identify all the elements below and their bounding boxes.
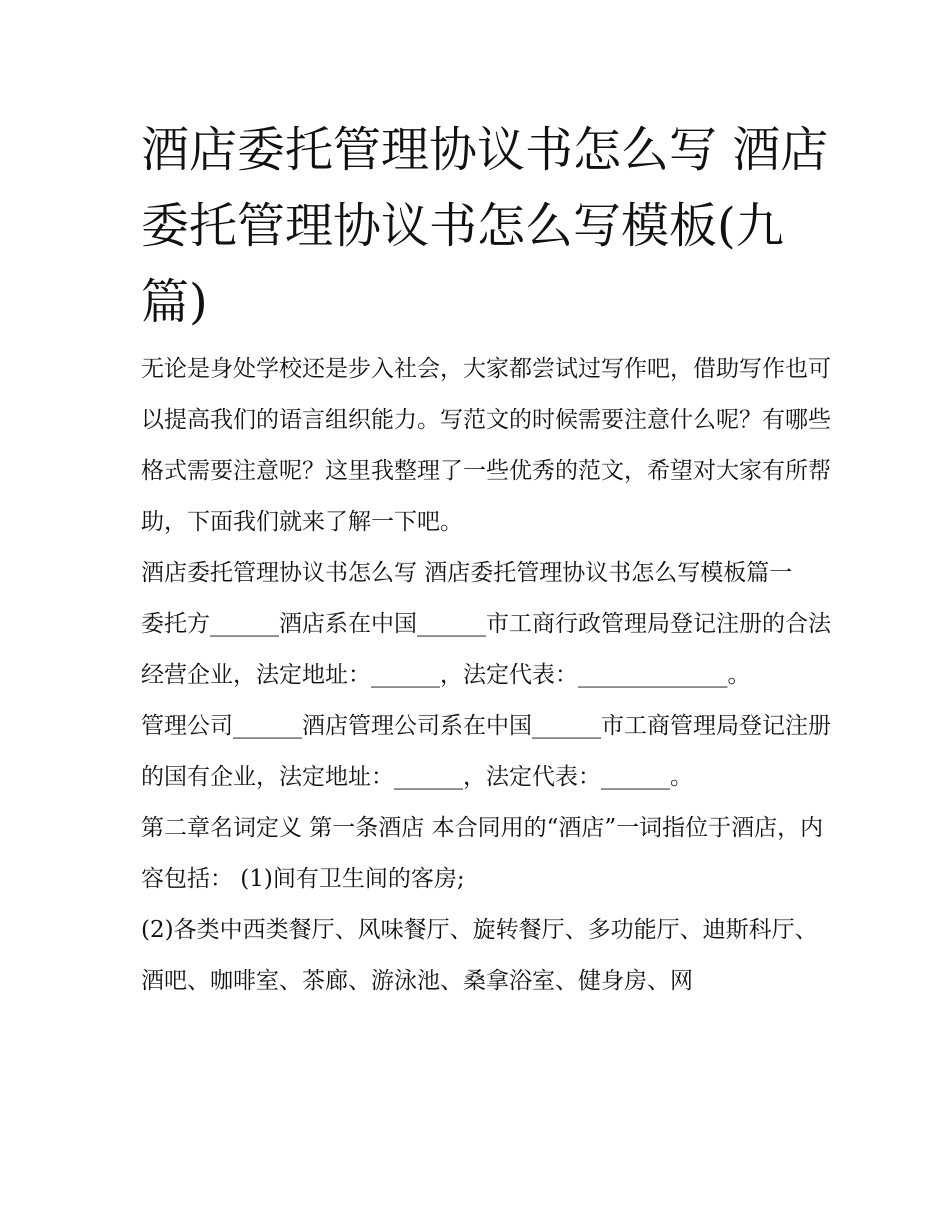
- definitions-paragraph: 第二章名词定义 第一条酒店 本合同用的“酒店”一词指位于酒店，内容包括： (1)间有卫生间的客房;: [141, 815, 824, 892]
- intro-paragraph: 无论是身处学校还是步入社会，大家都尝试过写作吧，借助写作也可以提高我们的语言组织能力。写范文的时候需要注意什么呢？有哪些格式需要注意呢？这里我整理了一些优秀的范文，希望对大家有所帮助，下面我们就来了解一下吧。: [141, 356, 831, 535]
- facilities-paragraph: (2)各类中西类餐厅、风味餐厅、旋转餐厅、多功能厅、迪斯科厅、酒吧、咖啡室、茶廊、游泳池、桑拿浴室、健身房、网: [141, 917, 818, 994]
- management-company-paragraph: 管理公司______酒店管理公司系在中国______市工商管理局登记注册的国有企业，法定地址：______，法定代表：______。: [141, 713, 831, 790]
- entrusting-party-paragraph: 委托方______酒店系在中国______市工商行政管理局登记注册的合法经营企业，法定地址：______，法定代表：_____________。: [141, 611, 831, 688]
- document-content: [141, 112, 831, 1007]
- document-title: 酒店委托管理协议书怎么写 酒店委托管理协议书怎么写模板(九篇): [141, 122, 829, 330]
- section-heading: 酒店委托管理协议书怎么写 酒店委托管理协议书怎么写模板篇一: [141, 560, 793, 586]
- document-body: [141, 344, 831, 1007]
